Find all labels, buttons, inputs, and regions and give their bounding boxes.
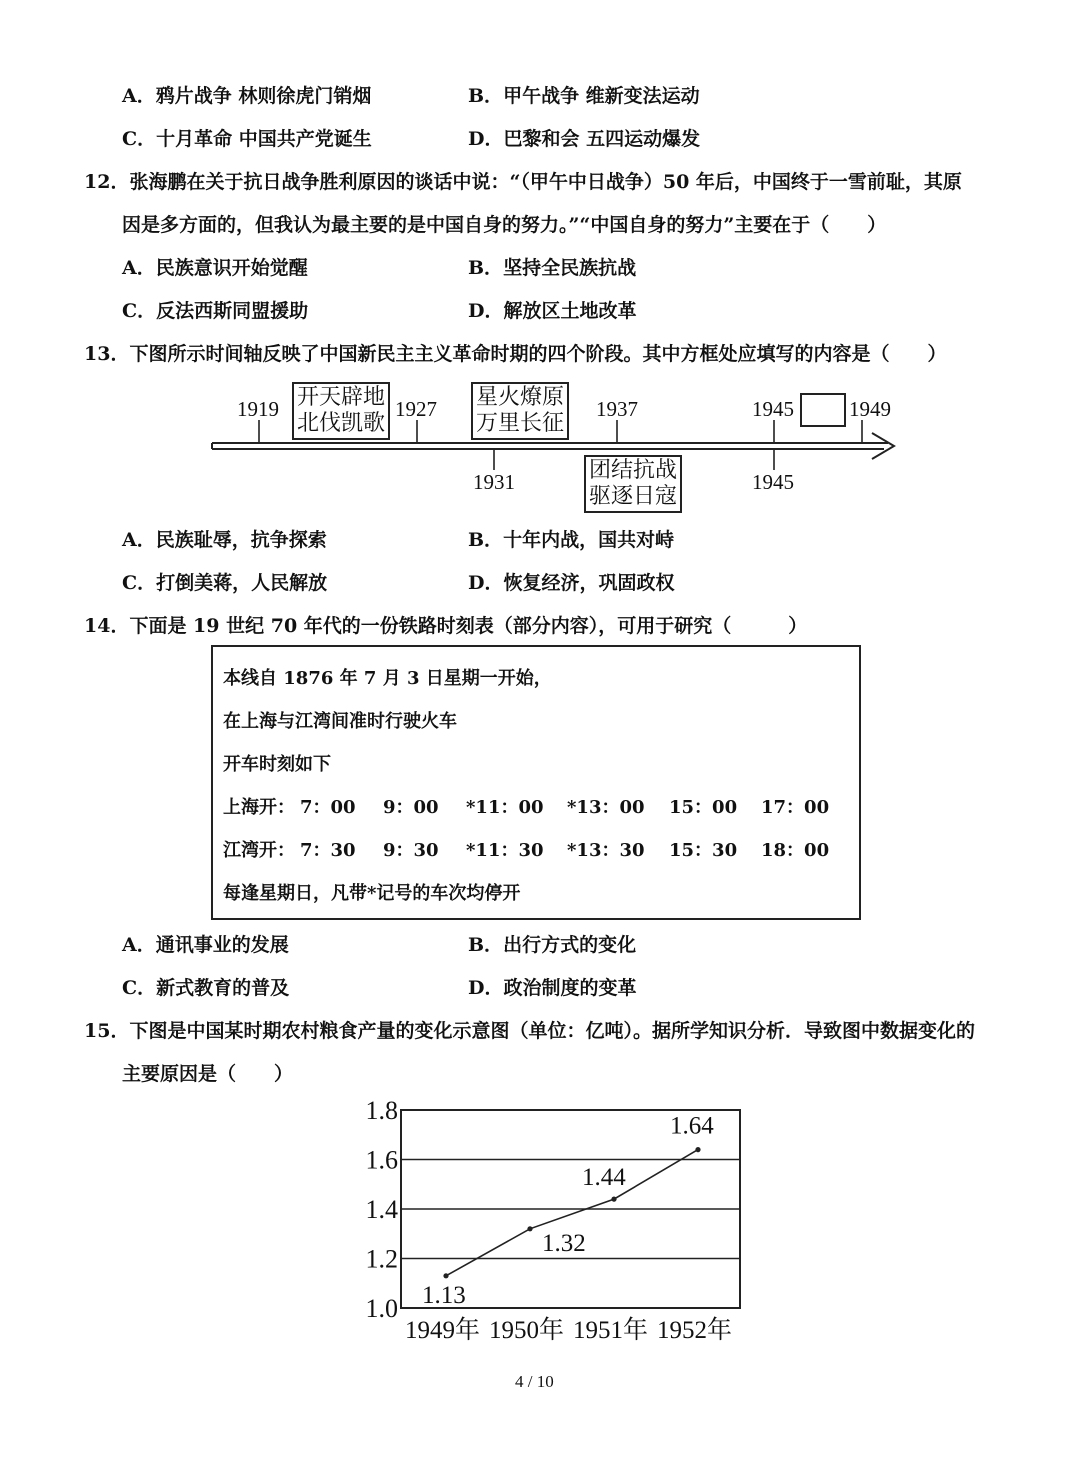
jiangwan-time: 15：30 xyxy=(669,840,738,861)
q12-option-c: C．反法西斯同盟援助 xyxy=(122,300,309,322)
q14-option-a: A．通讯事业的发展 xyxy=(122,934,289,956)
jiangwan-time: 18：00 xyxy=(761,840,830,861)
data-label: 1.44 xyxy=(582,1164,626,1192)
stage-box-1: 开天辟地 北伐凯歌 xyxy=(292,382,390,440)
shanghai-time: 15：00 xyxy=(669,797,738,818)
q14-option-d: D．政治制度的变革 xyxy=(468,977,637,999)
shanghai-time: 7：00 xyxy=(300,797,356,818)
y-tick-label: 1.2 xyxy=(365,1244,398,1274)
year-1931: 1931 xyxy=(473,470,515,494)
shanghai-time: 17：00 xyxy=(761,797,830,818)
data-point xyxy=(611,1197,616,1202)
timetable-note: 每逢星期日，凡带*记号的车次均停开 xyxy=(223,883,521,904)
data-label: 1.64 xyxy=(670,1112,714,1140)
series-line xyxy=(446,1150,698,1276)
data-point xyxy=(443,1273,448,1278)
q11-option-c: C．十月革命 中国共产党诞生 xyxy=(122,128,372,150)
q11-option-d: D．巴黎和会 五四运动爆发 xyxy=(468,128,701,150)
jiangwan-label: 江湾开： xyxy=(223,840,295,861)
year-1949: 1949 xyxy=(849,397,891,421)
q12-option-b: B．坚持全民族抗战 xyxy=(468,257,637,279)
q12-stem-line2: 因是多方面的，但我认为最主要的是中国自身的努力。”“中国自身的努力”主要在于（ ） xyxy=(122,214,887,236)
x-tick-label: 1950年 xyxy=(489,1317,565,1344)
page-number: 4 / 10 xyxy=(515,1372,554,1391)
year-1945-bottom: 1945 xyxy=(752,470,794,494)
shanghai-label: 上海开： xyxy=(223,797,295,818)
q13-option-b: B．十年内战，国共对峙 xyxy=(468,529,675,551)
data-point xyxy=(695,1147,700,1152)
year-1919: 1919 xyxy=(237,397,279,421)
data-point xyxy=(527,1226,532,1231)
q11-option-b: B．甲午战争 维新变法运动 xyxy=(468,85,700,107)
year-1945-top: 1945 xyxy=(752,397,794,421)
q12-option-d: D．解放区土地改革 xyxy=(468,300,637,322)
timetable-line3: 开车时刻如下 xyxy=(223,754,331,775)
q14-option-b: B．出行方式的变化 xyxy=(468,934,637,956)
x-tick-label: 1951年 xyxy=(573,1317,649,1344)
stage-box-3: 团结抗战 驱逐日寇 xyxy=(584,455,682,513)
x-tick-label: 1949年 xyxy=(405,1317,481,1344)
jiangwan-time: *11：30 xyxy=(466,840,544,861)
q15-stem-line1: 15．下图是中国某时期农村粮食产量的变化示意图（单位：亿吨）。据所学知识分析．导致图中数据变化的 xyxy=(84,1020,975,1042)
q12-option-a: A．民族意识开始觉醒 xyxy=(122,257,308,279)
timetable-line1: 本线自 1876 年 7 月 3 日星期一开始， xyxy=(223,668,552,689)
data-label: 1.32 xyxy=(542,1229,586,1257)
y-tick-label: 1.0 xyxy=(365,1294,398,1323)
q15-stem-line2: 主要原因是（ ） xyxy=(122,1063,294,1085)
y-tick-label: 1.6 xyxy=(365,1145,398,1175)
stage-box-2: 星火燎原 万里长征 xyxy=(471,382,569,440)
y-tick-label: 1.4 xyxy=(365,1195,398,1224)
data-label: 1.13 xyxy=(422,1281,466,1309)
y-tick-label: 1.8 xyxy=(365,1096,398,1125)
q13-option-a: A．民族耻辱，抗争探索 xyxy=(122,529,327,551)
year-1937: 1937 xyxy=(596,397,638,421)
q14-stem: 14．下面是 19 世纪 70 年代的一份铁路时刻表（部分内容），可用于研究（ ） xyxy=(84,615,808,637)
q13-option-c: C．打倒美蒋，人民解放 xyxy=(122,572,328,594)
q13-stem: 13．下图所示时间轴反映了中国新民主主义革命时期的四个阶段。其中方框处应填写的内容是（ ） xyxy=(84,343,947,365)
shanghai-time: *11：00 xyxy=(466,797,544,818)
q12-stem-line1: 12．张海鹏在关于抗日战争胜利原因的谈话中说：“（甲午中日战争）50 年后，中国终于一雪前耻，其原 xyxy=(84,171,962,193)
jiangwan-time: 9：30 xyxy=(383,840,439,861)
shanghai-time: 9：00 xyxy=(383,797,439,818)
jiangwan-time: *13：30 xyxy=(567,840,645,861)
q14-option-c: C．新式教育的普及 xyxy=(122,977,290,999)
jiangwan-time: 7：30 xyxy=(300,840,356,861)
shanghai-time: *13：00 xyxy=(567,797,645,818)
q13-option-d: D．恢复经济，巩固政权 xyxy=(468,572,675,594)
q11-option-a: A．鸦片战争 林则徐虎门销烟 xyxy=(122,85,372,107)
timetable-line2: 在上海与江湾间准时行驶火车 xyxy=(223,711,457,732)
x-tick-label: 1952年 xyxy=(657,1317,733,1344)
year-1927: 1927 xyxy=(395,397,437,421)
